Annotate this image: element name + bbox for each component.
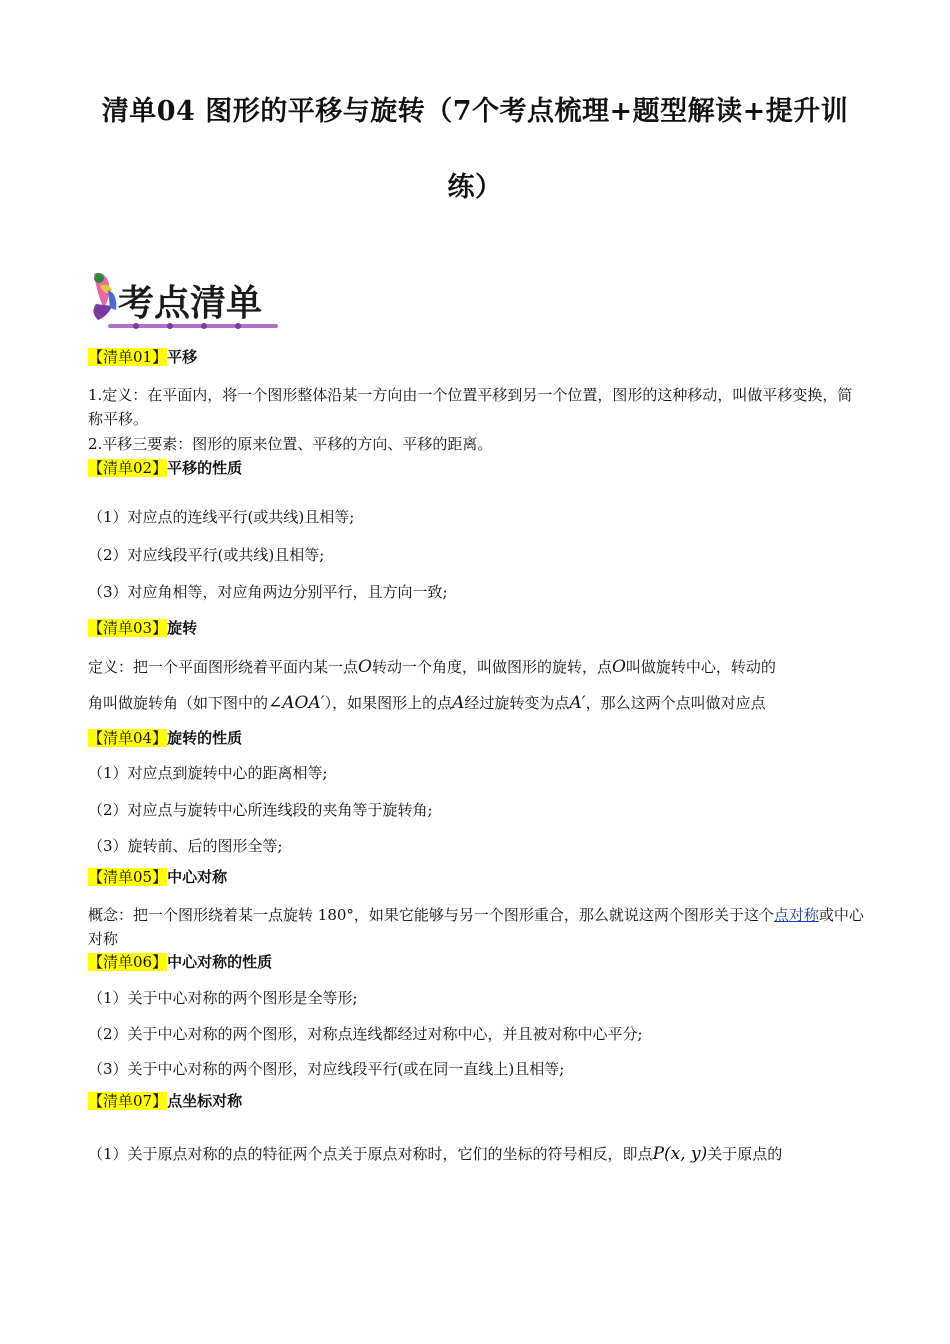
text: 角叫做旋转角（如下图中的 (88, 694, 269, 712)
text: ），如果图形上的点 (324, 694, 453, 712)
section-04-heading (88, 729, 242, 747)
text: 叫做旋转中心，转动的 (625, 658, 776, 676)
section-07-title: 点坐标对称 (167, 1092, 243, 1110)
section-01-title: 平移 (167, 348, 198, 366)
section-05-heading (88, 868, 227, 886)
point-o: O (358, 657, 372, 677)
section-04-item: （2）对应点与旋转中心所连线段的夹角等于旋转角; (88, 801, 433, 819)
section-07-tag: 【清单07】 (88, 1092, 168, 1110)
text: 概念：把一个图形绕着某一点旋转 180°，如果它能够与另一个图形重合，那么就说这两个图形关于这个 (88, 906, 774, 924)
logo-text: 考点清单 (118, 282, 263, 324)
section-06-item: （1）关于中心对称的两个图形是全等形; (88, 989, 358, 1007)
angle-aoa: ∠AOA′ (268, 693, 325, 713)
section-02-heading (88, 459, 242, 477)
section-06-title: 中心对称的性质 (167, 953, 273, 971)
section-06-item: （2）关于中心对称的两个图形，对称点连线都经过对称中心，并且被对称中心平分; (88, 1025, 643, 1043)
section-02-item: （2）对应线段平行(或共线)且相等; (88, 546, 325, 564)
section-03-line-2 (88, 693, 766, 713)
section-04-title: 旋转的性质 (167, 729, 243, 747)
section-01-heading (88, 348, 197, 366)
section-06-tag: 【清单06】 (88, 953, 168, 971)
section-01-tag: 【清单01】 (88, 348, 168, 366)
section-06-heading (88, 953, 272, 971)
section-05-title: 中心对称 (167, 868, 228, 886)
point-p-xy: P(x, y) (652, 1144, 708, 1164)
point-symmetry-link[interactable]: 点对称 (773, 906, 819, 924)
page-title-line-2: 练） (447, 172, 503, 203)
section-06-item: （3）关于中心对称的两个图形，对应线段平行(或在同一直线上)且相等; (88, 1060, 565, 1078)
kaodian-qingdan-logo (86, 268, 286, 334)
section-05-concept (88, 903, 866, 951)
text: 或中心对称 (88, 906, 864, 948)
point-a-prime: A′ (569, 693, 586, 713)
section-07-heading (88, 1092, 242, 1110)
section-01-definition: 1.定义：在平面内，将一个图形整体沿某一方向由一个位置平移到另一个位置，图形的这种移动，叫做平移变换，简称平移。 (88, 386, 853, 428)
text: （1）关于原点对称的点的特征两个点关于原点对称时，它们的坐标的符号相反，即点 (88, 1145, 653, 1163)
page-title-line-1: 清单04 图形的平移与旋转（7个考点梳理+题型解读+提升训 (101, 96, 849, 127)
text: 转动一个角度，叫做图形的旋转，点 (371, 658, 612, 676)
text: ，那么这两个点叫做对应点 (585, 694, 766, 712)
section-02-tag: 【清单02】 (88, 459, 168, 477)
text: 经过旋转变为点 (464, 694, 570, 712)
section-03-heading (88, 619, 197, 637)
section-02-item: （3）对应角相等，对应角两边分别平行，且方向一致; (88, 583, 448, 601)
section-03-title: 旋转 (167, 619, 198, 637)
section-03-line-1 (88, 657, 776, 677)
point-a: A (452, 693, 465, 713)
text: 关于原点的 (707, 1145, 783, 1163)
section-04-item: （3）旋转前、后的图形全等; (88, 837, 283, 855)
section-03-tag: 【清单03】 (88, 619, 168, 637)
section-04-item: （1）对应点到旋转中心的距离相等; (88, 764, 328, 782)
section-02-item: （1）对应点的连线平行(或共线)且相等; (88, 508, 355, 526)
section-02-title: 平移的性质 (167, 459, 243, 477)
point-o: O (611, 657, 626, 677)
text: 定义：把一个平面图形绕着平面内某一点 (88, 658, 359, 676)
section-05-tag: 【清单05】 (88, 868, 168, 886)
section-01-elements: 2.平移三要素：图形的原来位置、平移的方向、平移的距离。 (88, 435, 493, 453)
section-07-line-1 (88, 1144, 782, 1164)
section-04-tag: 【清单04】 (88, 729, 168, 747)
